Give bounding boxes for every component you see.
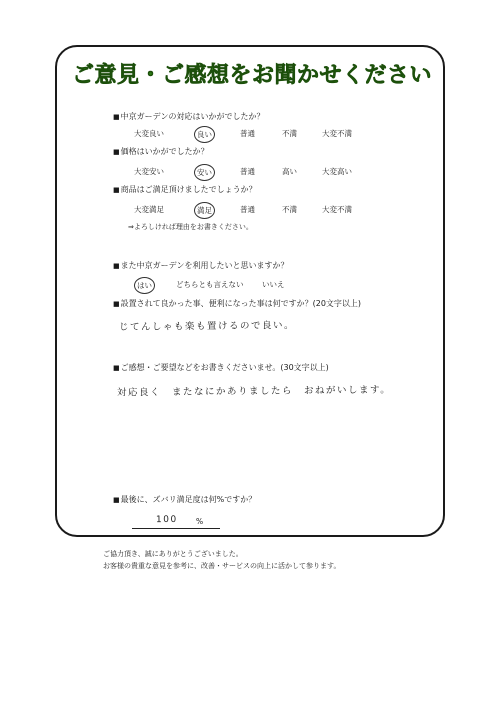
- question-price: [113, 146, 209, 157]
- bullet-icon: ■: [113, 113, 120, 121]
- comments-answer-handwritten[interactable]: 対応良く またなにかありましたら おねがいします。: [116, 384, 392, 399]
- option-reuse-neither[interactable]: どちらとも言えない: [176, 280, 244, 289]
- option-service-normal[interactable]: 普通: [240, 129, 255, 138]
- option-price-very-cheap[interactable]: 大変安い: [134, 167, 164, 176]
- survey-title: ご意見・ご感想をお聞かせください: [72, 63, 433, 88]
- satisfaction-unit: %: [196, 517, 204, 526]
- option-reuse-yes-selected[interactable]: はい: [134, 277, 155, 294]
- question-comments-label: ご感想・ご要望などをお書きくださいませ。(30文字以上): [120, 363, 329, 372]
- question-comments: [113, 362, 329, 373]
- question-service-label: 中京ガーデンの対応はいかがでしたか？: [120, 112, 265, 121]
- option-product-very-satisfied[interactable]: 大変満足: [134, 205, 164, 214]
- option-price-cheap-selected[interactable]: 安い: [194, 164, 215, 181]
- option-product-very-unsatisfied[interactable]: 大変不満: [322, 205, 352, 214]
- option-service-very-good[interactable]: 大変良い: [134, 129, 164, 138]
- question-reuse: [113, 260, 288, 271]
- bullet-icon: ■: [113, 262, 120, 270]
- question-product: [113, 184, 257, 195]
- option-service-very-unsatisfied[interactable]: 大変不満: [322, 129, 352, 138]
- option-product-satisfied-selected[interactable]: 満足: [194, 202, 215, 219]
- satisfaction-underline: [132, 528, 220, 529]
- question-satisfaction: [113, 494, 256, 505]
- question-service: [113, 111, 264, 122]
- option-reuse-no[interactable]: いいえ: [262, 280, 285, 289]
- reason-note: ⇒よろしければ理由をお書きください。: [128, 223, 253, 231]
- footer-thanks: ご協力頂き、誠にありがとうございました。: [103, 550, 243, 558]
- option-price-normal[interactable]: 普通: [240, 167, 255, 176]
- question-product-label: 商品はご満足頂けましたでしょうか？: [120, 185, 257, 194]
- question-reuse-label: また中京ガーデンを利用したいと思いますか？: [120, 261, 289, 270]
- question-benefit-label: 設置されて良かった事、便利になった事は何ですか？(20文字以上): [120, 299, 362, 308]
- option-service-good-selected[interactable]: 良い: [194, 126, 215, 143]
- bullet-icon: ■: [113, 364, 120, 372]
- question-price-label: 価格はいかがでしたか？: [120, 147, 209, 156]
- satisfaction-value-handwritten[interactable]: 100: [155, 514, 178, 526]
- benefit-answer-handwritten[interactable]: じてんしゃも楽も置けるので良い。: [118, 320, 296, 333]
- bullet-icon: ■: [113, 496, 120, 504]
- option-service-unsatisfied[interactable]: 不満: [282, 129, 297, 138]
- bullet-icon: ■: [113, 300, 120, 308]
- bullet-icon: ■: [113, 148, 120, 156]
- option-price-expensive[interactable]: 高い: [282, 167, 297, 176]
- footer-message: お客様の貴重な意見を参考に、改善・サービスの向上に活かして参ります。: [103, 562, 341, 570]
- option-price-very-expensive[interactable]: 大変高い: [322, 167, 352, 176]
- question-satisfaction-label: 最後に、ズバリ満足度は何%ですか？: [120, 495, 257, 504]
- question-benefit: [113, 298, 361, 309]
- bullet-icon: ■: [113, 186, 120, 194]
- option-product-normal[interactable]: 普通: [240, 205, 255, 214]
- option-product-unsatisfied[interactable]: 不満: [282, 205, 297, 214]
